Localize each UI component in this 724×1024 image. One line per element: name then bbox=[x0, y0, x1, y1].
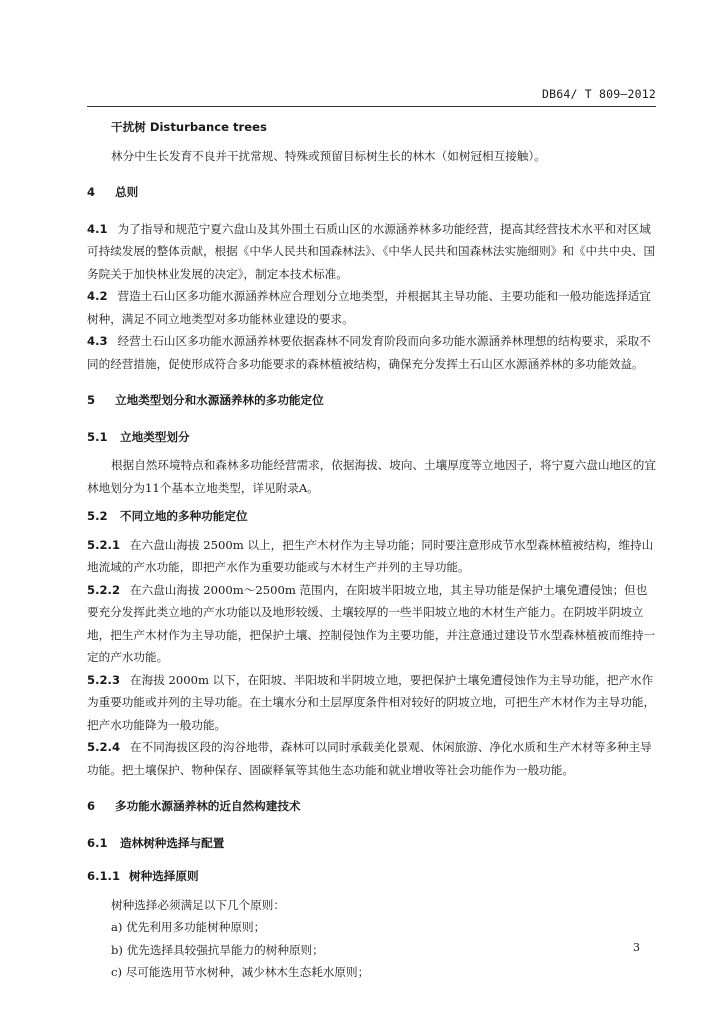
clause-5-2-1 bbox=[87, 534, 656, 579]
clause-4-3 bbox=[87, 330, 656, 375]
clause-number: 5.2.4 bbox=[87, 740, 121, 754]
section-title: 树种选择原则 bbox=[129, 869, 199, 883]
section-6-1-1-intro: 树种选择必须满足以下几个原则： bbox=[111, 897, 285, 912]
section-5-2-heading bbox=[87, 505, 656, 528]
section-number: 5 bbox=[87, 393, 96, 407]
clause-text: 在不同海拔区段的沟谷地带，森林可以同时承载美化景观、休闲旅游、净化水质和生产木材等多种主导功能。把土壤保护、物种保存、固碳释氧等其他生态功能和就业增收等社会功能作为一般功能。 bbox=[87, 740, 652, 777]
clause-number: 5.2.2 bbox=[87, 582, 121, 597]
list-item: c) 尽可能选用节水树种，减少林木生态耗水原则； bbox=[111, 965, 370, 979]
clause-5-2-2 bbox=[87, 579, 656, 669]
section-title: 不同立地的多种功能定位 bbox=[120, 509, 248, 523]
clause-4-1 bbox=[87, 218, 656, 286]
standard-number: DB64/ T 809—2012 bbox=[542, 87, 656, 101]
clause-number: 5.2.3 bbox=[87, 672, 121, 687]
term-title: 干扰树 Disturbance trees bbox=[111, 120, 267, 134]
section-5-1-heading bbox=[87, 426, 656, 449]
section-title: 立地类型划分和水源涵养林的多功能定位 bbox=[115, 393, 324, 407]
section-title: 多功能水源涵养林的近自然构建技术 bbox=[115, 799, 301, 813]
clause-5-2-3 bbox=[87, 669, 656, 737]
section-6-1-heading bbox=[87, 832, 656, 855]
clause-text: 在海拔 2000m 以下，在阳坡、半阳坡和半阴坡立地，要把保护土壤免遭侵蚀作为主导功能，把产水作为重要功能或并列的主导功能。在土壤水分和土层厚度条件相对较好的阴坡立地，可把生产木材作为主导功能，把产水功能降为一般功能。 bbox=[87, 672, 656, 732]
term-definition: 林分中生长发育不良并干扰常规、特殊或预留目标树生长的林木（如树冠相互接触）。 bbox=[111, 148, 546, 163]
list-item: a) 优先利用多功能树种原则； bbox=[111, 920, 266, 934]
page-number: 3 bbox=[633, 941, 640, 954]
section-title: 造林树种选择与配置 bbox=[120, 835, 225, 850]
clause-text: 在六盘山海拔 2000m～2500m 范围内，在阳坡半阳坡立地，其主导功能是保护土壤免遭侵蚀；但也要充分发挥此类立地的产水功能以及地形较缓、土壤较厚的一些半阳坡立地的木材生产能力。在阴坡半阴坡立地，把生产木材作为主导功能，把保护土壤、控制侵蚀作为主要功能，并注意通过建设节水型森林植被而维持一定的产水功能。 bbox=[87, 582, 656, 664]
clause-text: 在六盘山海拔 2500m 以上，把生产木材作为主导功能；同时要注意形成节水型森林植被结构，维持山地流域的产水功能，即把产水作为重要功能或与木材生产并列的主导功能。 bbox=[87, 537, 654, 574]
section-title: 总则 bbox=[115, 185, 139, 199]
clause-text: 营造土石山区多功能水源涵养林应合理划分立地类型，并根据其主导功能、主要功能和一般功能选择适宜树种，满足不同立地类型对多功能林业建设的要求。 bbox=[87, 289, 651, 326]
section-6-1-1-heading bbox=[87, 865, 656, 888]
clause-number: 4.2 bbox=[87, 289, 108, 303]
section-number: 6.1 bbox=[87, 835, 108, 850]
section-5-1-text: 根据自然环境特点和森林多功能经营需求，依据海拔、坡向、土壤厚度等立地因子，将宁夏六盘山地区的宜林地划分为11个基本立地类型，详见附录A。 bbox=[87, 458, 656, 495]
section-number: 6.1.1 bbox=[87, 869, 121, 883]
clause-number: 5.2.1 bbox=[87, 537, 121, 552]
section-title: 立地类型划分 bbox=[120, 429, 190, 444]
section-number: 4 bbox=[87, 185, 96, 199]
section-4-heading bbox=[87, 181, 656, 204]
list-item: b) 优先选择具较强抗旱能力的树种原则； bbox=[111, 942, 324, 957]
clause-number: 4.1 bbox=[87, 221, 108, 236]
header-rule bbox=[87, 106, 656, 107]
clause-text: 经营土石山区多功能水源涵养林要依据森林不同发育阶段而向多功能水源涵养林理想的结构要求，采取不同的经营措施，促使形成符合多功能要求的森林植被结构，确保充分发挥土石山区水源涵养林的多功能效益。 bbox=[87, 334, 651, 371]
section-number: 5.2 bbox=[87, 509, 108, 523]
clause-number: 4.3 bbox=[87, 334, 108, 348]
clause-5-2-4 bbox=[87, 736, 656, 781]
section-6-heading bbox=[87, 795, 656, 818]
clause-4-2 bbox=[87, 285, 656, 330]
section-number: 5.1 bbox=[87, 429, 108, 444]
section-5-heading bbox=[87, 389, 656, 412]
page-content bbox=[87, 116, 656, 984]
clause-text: 为了指导和规范宁夏六盘山及其外围土石质山区的水源涵养林多功能经营，提高其经营技术水平和对区域可持续发展的整体贡献，根据《中华人民共和国森林法》、《中华人民共和国森林法实施细则》和《中共中央、国务院关于加快林业发展的决定》，制定本技术标准。 bbox=[87, 221, 656, 281]
section-number: 6 bbox=[87, 799, 96, 813]
